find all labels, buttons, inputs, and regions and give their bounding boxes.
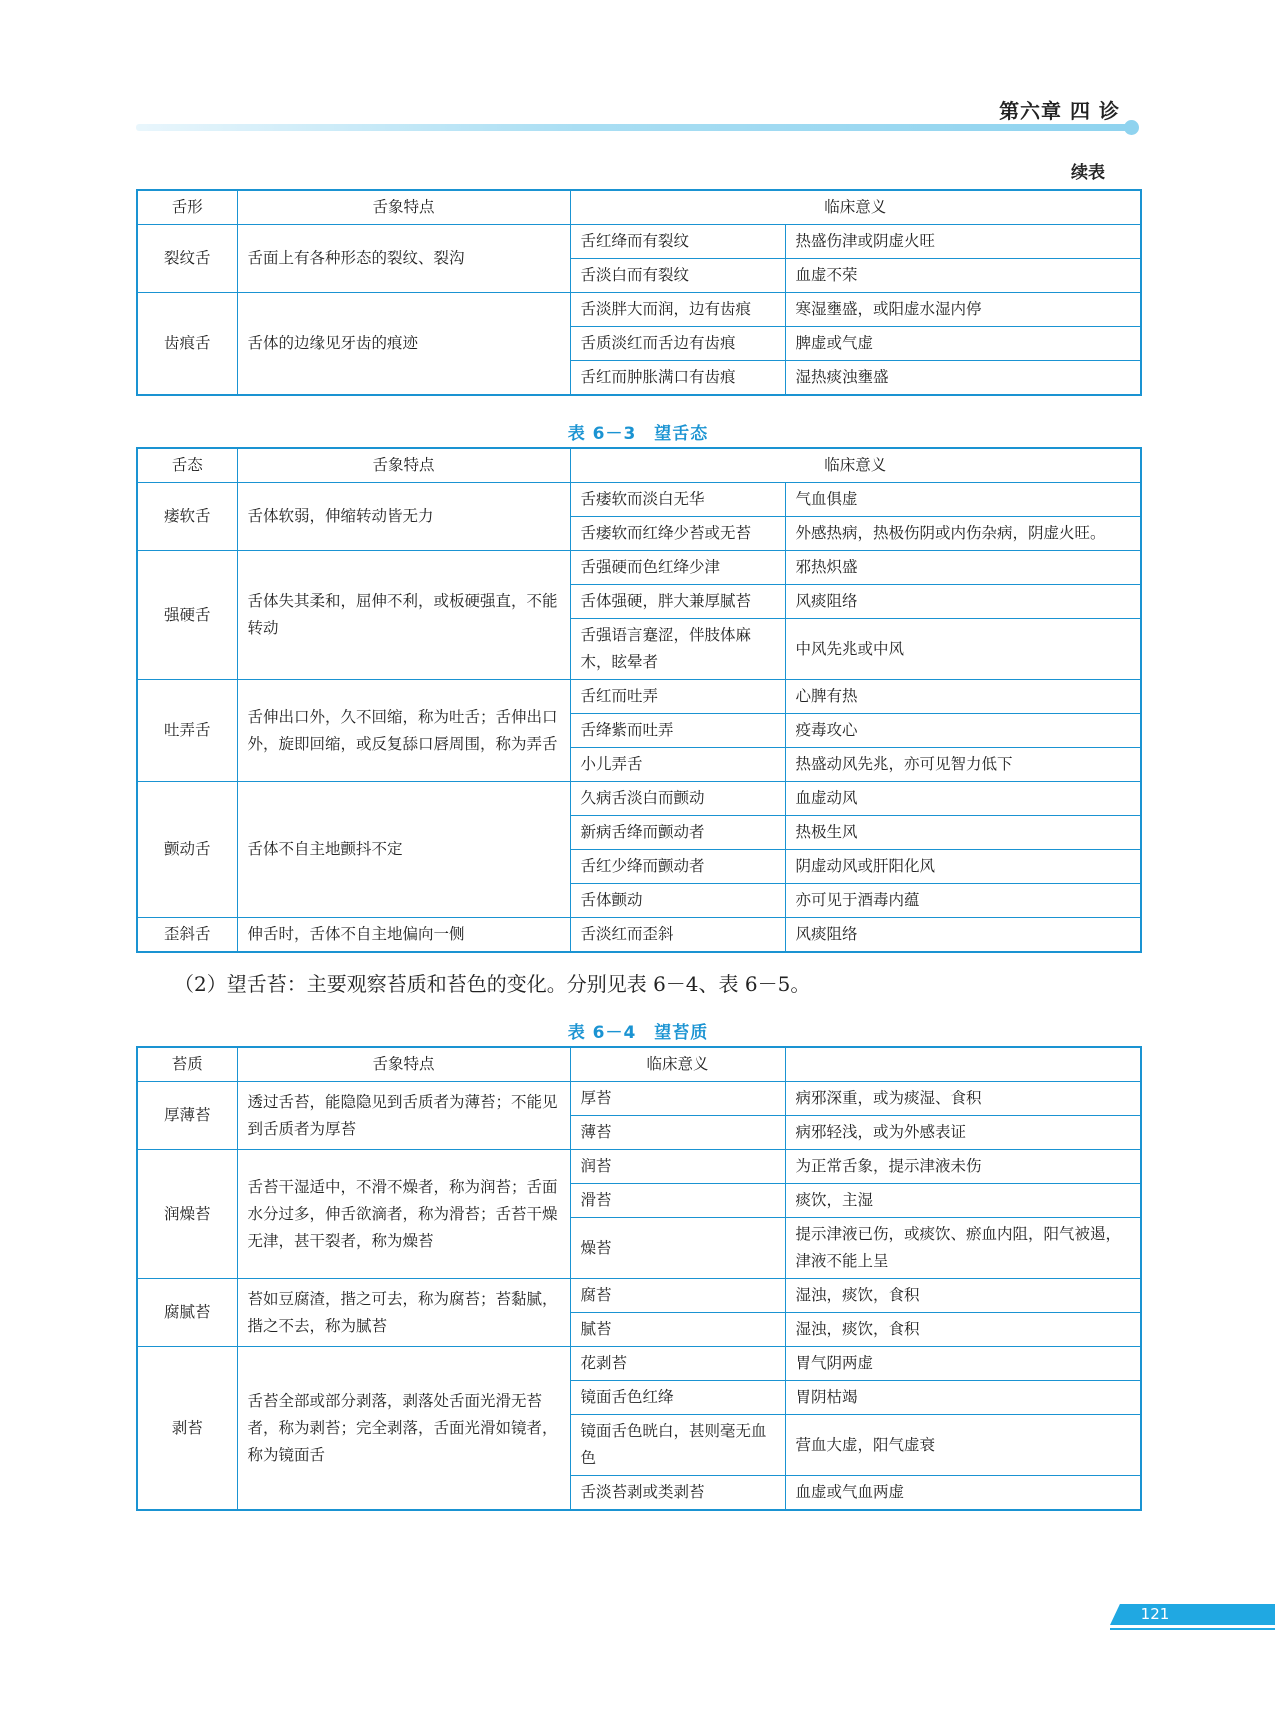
page-number: 121 bbox=[1140, 1605, 1170, 1623]
column-header: 舌象特点 bbox=[237, 190, 570, 225]
row-sub-feature: 燥苔 bbox=[570, 1218, 785, 1279]
table-6-3 bbox=[136, 447, 1142, 953]
row-clinical-meaning: 风痰阻络 bbox=[785, 585, 1141, 619]
row-clinical-meaning: 胃气阴两虚 bbox=[785, 1347, 1141, 1381]
row-sub-feature: 厚苔 bbox=[570, 1082, 785, 1116]
row-clinical-meaning: 提示津液已伤，或痰饮、瘀血内阻，阳气被遏，津液不能上呈 bbox=[785, 1218, 1141, 1279]
row-clinical-meaning: 邪热炽盛 bbox=[785, 551, 1141, 585]
column-header: 舌态 bbox=[137, 448, 237, 483]
table-row bbox=[137, 1347, 1141, 1381]
row-sub-feature: 小儿弄舌 bbox=[570, 748, 785, 782]
row-sub-feature: 舌体颤动 bbox=[570, 884, 785, 918]
table-row bbox=[137, 918, 1141, 953]
row-feature: 舌伸出口外，久不回缩，称为吐舌；舌伸出口外，旋即回缩，或反复舔口唇周围，称为弄舌 bbox=[237, 680, 570, 782]
row-feature: 舌体失其柔和，屈伸不利，或板硬强直，不能转动 bbox=[237, 551, 570, 680]
row-clinical-meaning: 风痰阻络 bbox=[785, 918, 1141, 953]
row-category: 痿软舌 bbox=[137, 483, 237, 551]
row-sub-feature: 舌红而吐弄 bbox=[570, 680, 785, 714]
column-header bbox=[785, 1047, 1141, 1082]
table-row bbox=[137, 293, 1141, 327]
chapter-title: 第六章 四 诊 bbox=[999, 99, 1120, 123]
row-clinical-meaning: 热盛动风先兆，亦可见智力低下 bbox=[785, 748, 1141, 782]
body-paragraph: （2）望舌苔：主要观察苔质和苔色的变化。分别见表 6－4、表 6－5。 bbox=[174, 972, 811, 996]
row-clinical-meaning: 心脾有热 bbox=[785, 680, 1141, 714]
row-sub-feature: 新病舌绛而颤动者 bbox=[570, 816, 785, 850]
table-continued bbox=[136, 189, 1142, 396]
row-sub-feature: 润苔 bbox=[570, 1150, 785, 1184]
row-sub-feature: 舌淡胖大而润，边有齿痕 bbox=[570, 293, 785, 327]
row-feature: 舌体软弱，伸缩转动皆无力 bbox=[237, 483, 570, 551]
row-sub-feature: 花剥苔 bbox=[570, 1347, 785, 1381]
row-category: 厚薄苔 bbox=[137, 1082, 237, 1150]
column-header: 临床意义 bbox=[570, 190, 1141, 225]
row-sub-feature: 舌强硬而色红绛少津 bbox=[570, 551, 785, 585]
table-row bbox=[137, 1150, 1141, 1184]
column-header: 苔质 bbox=[137, 1047, 237, 1082]
row-feature: 舌面上有各种形态的裂纹、裂沟 bbox=[237, 225, 570, 293]
table-row bbox=[137, 680, 1141, 714]
row-feature: 透过舌苔，能隐隐见到舌质者为薄苔；不能见到舌质者为厚苔 bbox=[237, 1082, 570, 1150]
row-clinical-meaning: 血虚或气血两虚 bbox=[785, 1476, 1141, 1511]
row-clinical-meaning: 营血大虚，阳气虚衰 bbox=[785, 1415, 1141, 1476]
row-clinical-meaning: 病邪轻浅，或为外感表证 bbox=[785, 1116, 1141, 1150]
column-header: 舌形 bbox=[137, 190, 237, 225]
row-sub-feature: 舌体强硬，胖大兼厚腻苔 bbox=[570, 585, 785, 619]
row-feature: 舌体不自主地颤抖不定 bbox=[237, 782, 570, 918]
row-category: 歪斜舌 bbox=[137, 918, 237, 953]
row-sub-feature: 镜面舌色晄白，甚则毫无血色 bbox=[570, 1415, 785, 1476]
row-sub-feature: 舌淡红而歪斜 bbox=[570, 918, 785, 953]
table-row bbox=[137, 1082, 1141, 1116]
row-sub-feature: 滑苔 bbox=[570, 1184, 785, 1218]
row-sub-feature: 腻苔 bbox=[570, 1313, 785, 1347]
row-clinical-meaning: 阴虚动风或肝阳化风 bbox=[785, 850, 1141, 884]
row-category: 剥苔 bbox=[137, 1347, 237, 1511]
row-clinical-meaning: 胃阴枯竭 bbox=[785, 1381, 1141, 1415]
table-row bbox=[137, 782, 1141, 816]
table-row bbox=[137, 1279, 1141, 1313]
row-clinical-meaning: 血虚不荣 bbox=[785, 259, 1141, 293]
row-feature: 苔如豆腐渣，揩之可去，称为腐苔；苔黏腻，揩之不去，称为腻苔 bbox=[237, 1279, 570, 1347]
row-sub-feature: 薄苔 bbox=[570, 1116, 785, 1150]
row-sub-feature: 舌绛紫而吐弄 bbox=[570, 714, 785, 748]
row-category: 颤动舌 bbox=[137, 782, 237, 918]
row-clinical-meaning: 气血俱虚 bbox=[785, 483, 1141, 517]
row-sub-feature: 舌痿软而红绛少苔或无苔 bbox=[570, 517, 785, 551]
row-clinical-meaning: 病邪深重，或为痰湿、食积 bbox=[785, 1082, 1141, 1116]
row-clinical-meaning: 中风先兆或中风 bbox=[785, 619, 1141, 680]
column-header: 舌象特点 bbox=[237, 1047, 570, 1082]
table-6-4 bbox=[136, 1046, 1142, 1511]
table-row bbox=[137, 225, 1141, 259]
row-sub-feature: 舌红而肿胀满口有齿痕 bbox=[570, 361, 785, 396]
row-clinical-meaning: 血虚动风 bbox=[785, 782, 1141, 816]
page-number-rule bbox=[1110, 1628, 1275, 1630]
continued-label: 续表 bbox=[1071, 163, 1105, 183]
table-row bbox=[137, 551, 1141, 585]
table-header-row bbox=[137, 1047, 1141, 1082]
row-feature: 舌苔全部或部分剥落，剥落处舌面光滑无苔者，称为剥苔；完全剥落，舌面光滑如镜者，称为镜面舌 bbox=[237, 1347, 570, 1511]
header-rule bbox=[136, 124, 1130, 131]
row-feature: 舌苔干湿适中，不滑不燥者，称为润苔；舌面水分过多，伸舌欲滴者，称为滑苔；舌苔干燥无津，甚干裂者，称为燥苔 bbox=[237, 1150, 570, 1279]
row-clinical-meaning: 湿热痰浊壅盛 bbox=[785, 361, 1141, 396]
table-header-row bbox=[137, 190, 1141, 225]
row-sub-feature: 舌红绛而有裂纹 bbox=[570, 225, 785, 259]
row-sub-feature: 舌强语言蹇涩，伴肢体麻木，眩晕者 bbox=[570, 619, 785, 680]
row-category: 吐弄舌 bbox=[137, 680, 237, 782]
table-6-3-caption: 表 6－3 望舌态 bbox=[567, 424, 709, 444]
row-feature: 伸舌时，舌体不自主地偏向一侧 bbox=[237, 918, 570, 953]
column-header: 临床意义 bbox=[570, 448, 1141, 483]
header-rule-dot bbox=[1124, 120, 1139, 135]
row-category: 裂纹舌 bbox=[137, 225, 237, 293]
table-row bbox=[137, 483, 1141, 517]
row-clinical-meaning: 脾虚或气虚 bbox=[785, 327, 1141, 361]
column-header: 舌象特点 bbox=[237, 448, 570, 483]
row-sub-feature: 舌淡白而有裂纹 bbox=[570, 259, 785, 293]
table-header-row bbox=[137, 448, 1141, 483]
row-clinical-meaning: 为正常舌象，提示津液未伤 bbox=[785, 1150, 1141, 1184]
row-clinical-meaning: 外感热病，热极伤阴或内伤杂病，阴虚火旺。 bbox=[785, 517, 1141, 551]
row-category: 腐腻苔 bbox=[137, 1279, 237, 1347]
row-clinical-meaning: 寒湿壅盛，或阳虚水湿内停 bbox=[785, 293, 1141, 327]
column-header: 临床意义 bbox=[570, 1047, 785, 1082]
row-sub-feature: 久病舌淡白而颤动 bbox=[570, 782, 785, 816]
row-sub-feature: 舌质淡红而舌边有齿痕 bbox=[570, 327, 785, 361]
row-clinical-meaning: 湿浊，痰饮，食积 bbox=[785, 1279, 1141, 1313]
row-feature: 舌体的边缘见牙齿的痕迹 bbox=[237, 293, 570, 396]
row-sub-feature: 舌红少绛而颤动者 bbox=[570, 850, 785, 884]
row-clinical-meaning: 热盛伤津或阴虚火旺 bbox=[785, 225, 1141, 259]
row-clinical-meaning: 疫毒攻心 bbox=[785, 714, 1141, 748]
row-clinical-meaning: 热极生风 bbox=[785, 816, 1141, 850]
table-6-4-caption: 表 6－4 望苔质 bbox=[567, 1023, 709, 1043]
row-sub-feature: 舌痿软而淡白无华 bbox=[570, 483, 785, 517]
row-category: 齿痕舌 bbox=[137, 293, 237, 396]
row-sub-feature: 舌淡苔剥或类剥苔 bbox=[570, 1476, 785, 1511]
row-category: 润燥苔 bbox=[137, 1150, 237, 1279]
row-sub-feature: 腐苔 bbox=[570, 1279, 785, 1313]
row-sub-feature: 镜面舌色红绛 bbox=[570, 1381, 785, 1415]
row-clinical-meaning: 痰饮，主湿 bbox=[785, 1184, 1141, 1218]
row-clinical-meaning: 湿浊，痰饮，食积 bbox=[785, 1313, 1141, 1347]
row-clinical-meaning: 亦可见于酒毒内蕴 bbox=[785, 884, 1141, 918]
row-category: 强硬舌 bbox=[137, 551, 237, 680]
